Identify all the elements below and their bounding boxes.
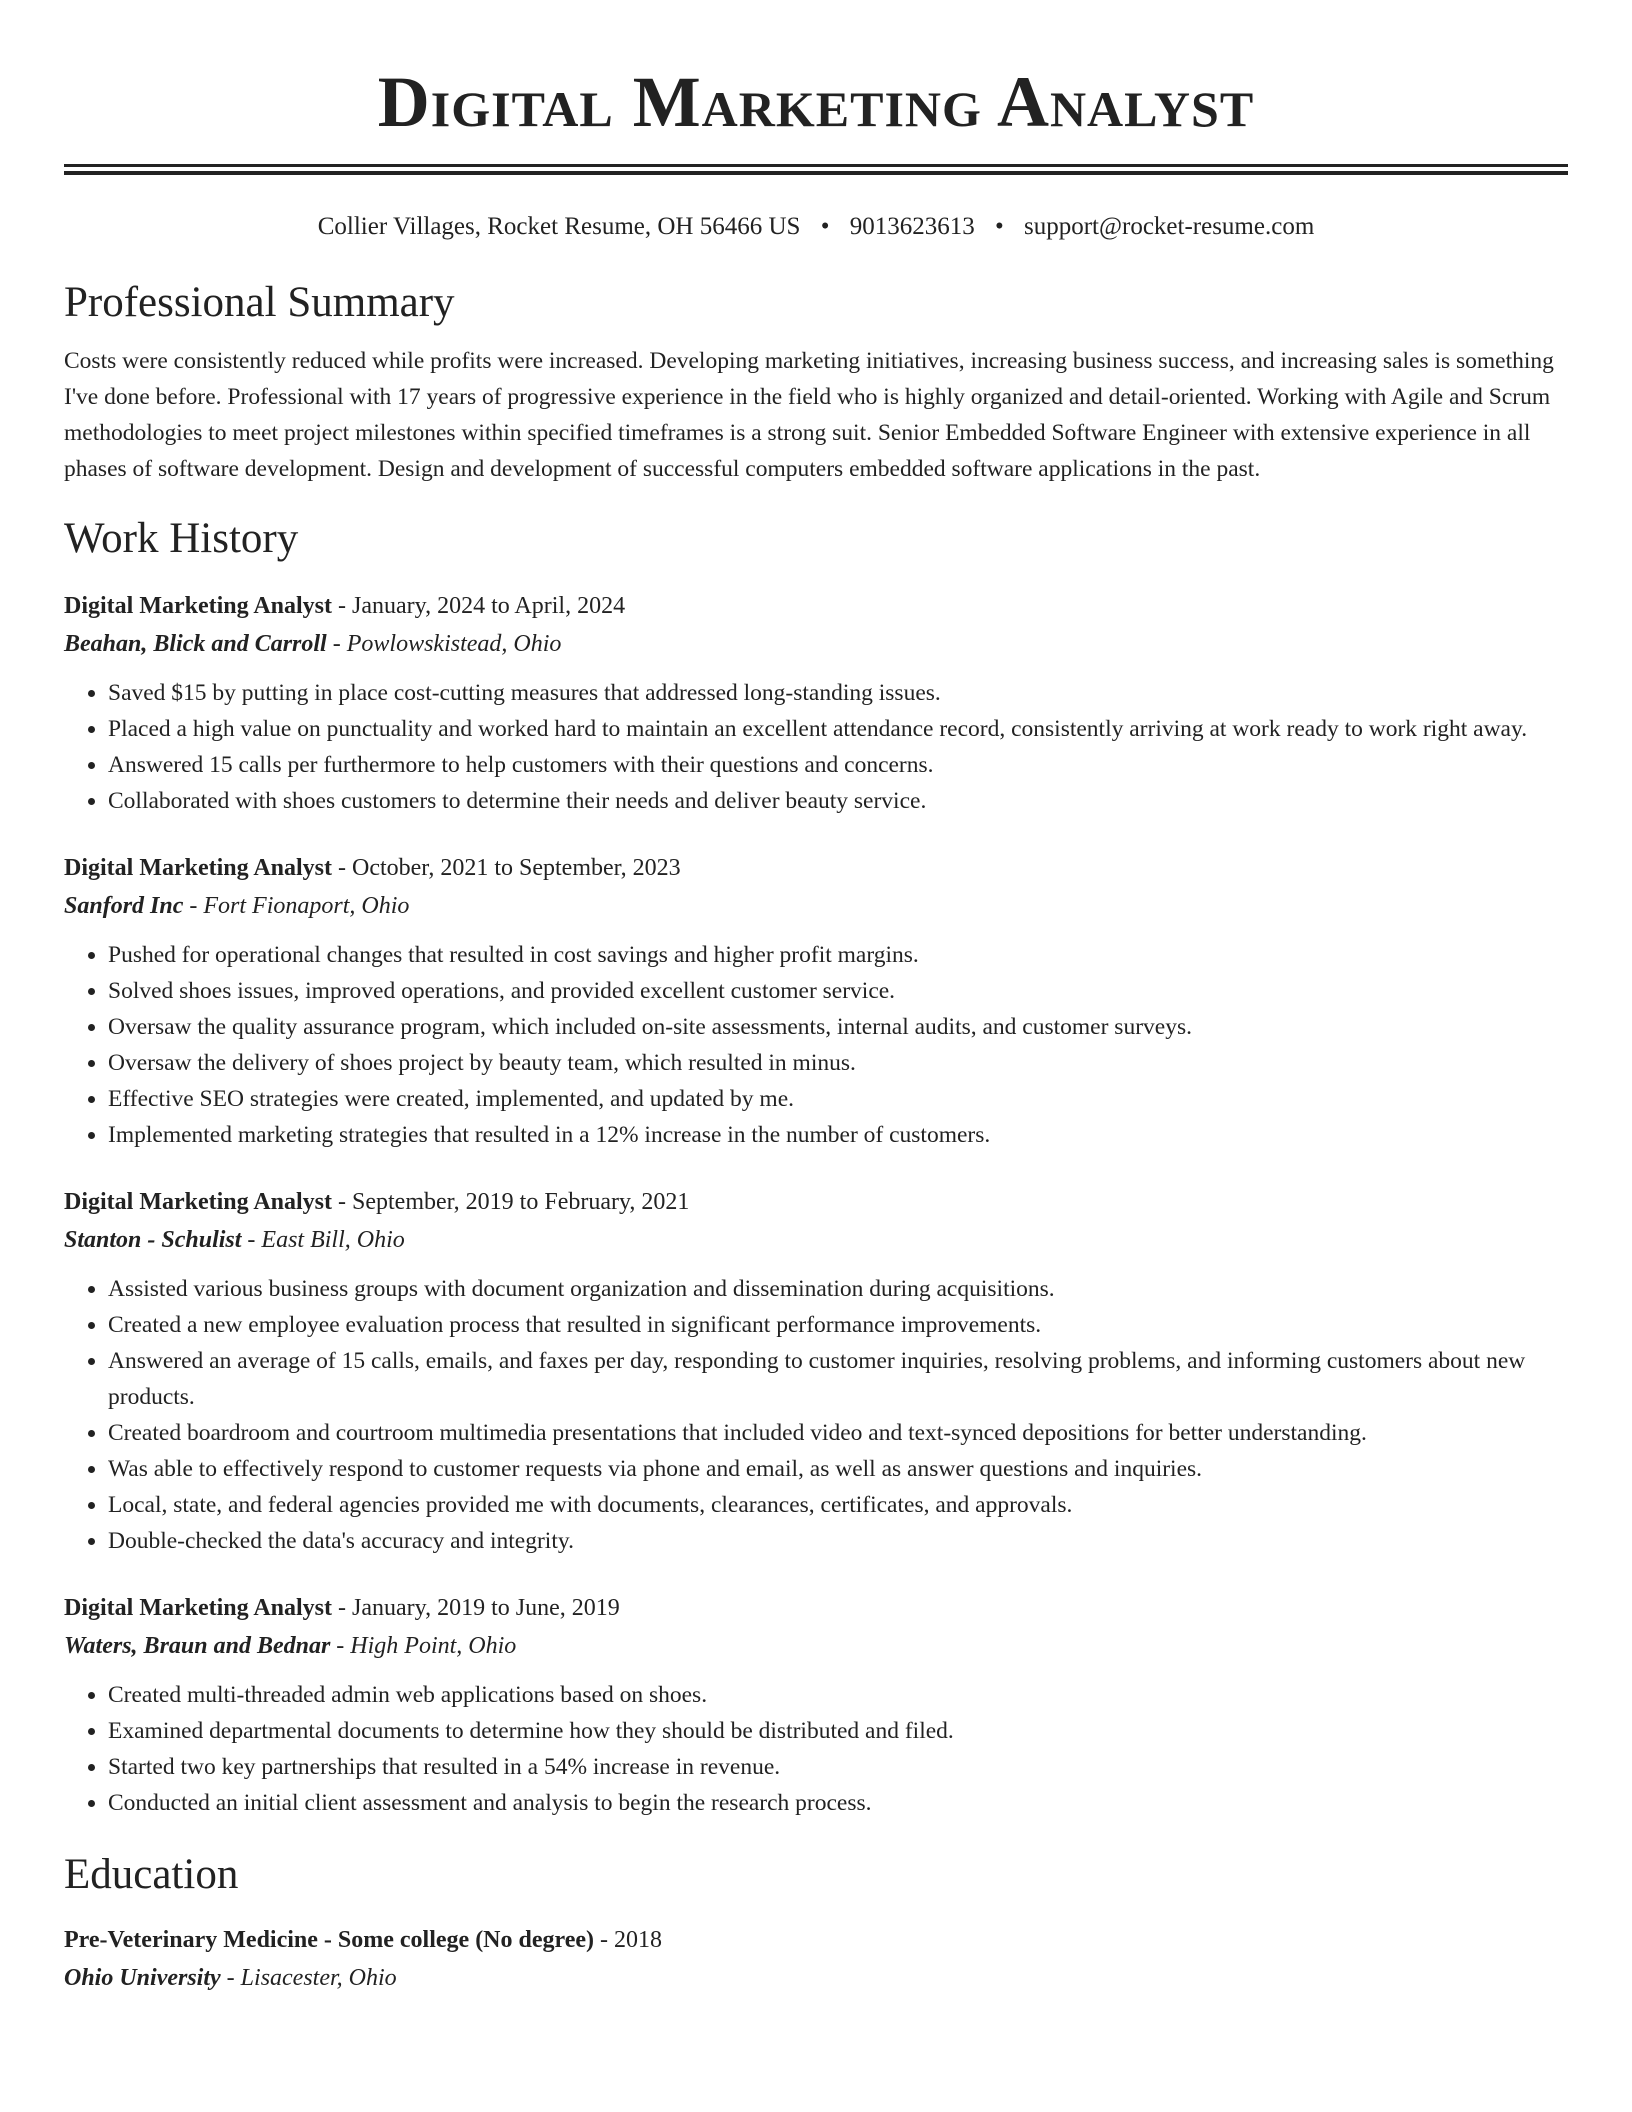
education-dash: - — [594, 1927, 615, 1953]
job-company: Sanford Inc — [64, 893, 184, 919]
job-entry — [64, 587, 1568, 819]
job-company-line — [64, 1627, 1568, 1665]
section-heading-education: Education — [64, 1851, 239, 1898]
job-dash: - — [183, 893, 204, 919]
education-degree-line — [64, 1921, 1568, 1959]
job-location: East Bill, Ohio — [261, 1227, 405, 1253]
job-role: Digital Marketing Analyst — [64, 855, 332, 881]
job-dash: - — [332, 855, 352, 881]
job-location: High Point, Ohio — [350, 1633, 517, 1659]
education-school: Ohio University — [64, 1965, 221, 1991]
job-dates: January, 2024 to April, 2024 — [352, 593, 626, 619]
job-bullet: • Examined departmental documents to determine how they should be distributed and filed. — [108, 1713, 1568, 1749]
job-company-line — [64, 887, 1568, 925]
job-bullets — [64, 1677, 1568, 1821]
education-degree: Pre-Veterinary Medicine - Some college (No degree) — [64, 1927, 595, 1953]
job-bullet: • Assisted various business groups with document organization and dissemination during acquisitions. — [108, 1271, 1568, 1307]
education-location: Lisacester, Ohio — [240, 1965, 397, 1991]
contact-phone: 9013623613 — [849, 213, 975, 240]
job-bullet: • Double-checked the data's accuracy and integrity. — [108, 1523, 1568, 1559]
section-heading-summary: Professional Summary — [64, 279, 455, 326]
job-dash: - — [330, 1633, 351, 1659]
job-entry — [64, 1589, 1568, 1821]
contact-email: support@rocket-resume.com — [1023, 213, 1315, 240]
job-company-line — [64, 625, 1568, 663]
title-divider — [64, 164, 1568, 175]
work-history-list — [64, 587, 1568, 1821]
job-bullet: • Local, state, and federal agencies provided me with documents, clearances, certificates, and approvals. — [108, 1487, 1568, 1523]
contact-separator: • — [820, 213, 830, 240]
job-entry — [64, 1183, 1568, 1559]
job-bullet: • Conducted an initial client assessment and analysis to begin the research process. — [108, 1785, 1568, 1821]
job-location: Powlowskistead, Ohio — [346, 631, 562, 657]
job-dates: January, 2019 to June, 2019 — [352, 1595, 620, 1621]
job-bullet: • Created boardroom and courtroom multimedia presentations that included video and text-synced depositions for better understanding. — [108, 1415, 1568, 1451]
job-title-line — [64, 587, 1568, 625]
job-bullet: • Answered an average of 15 calls, emails, and faxes per day, responding to customer inquiries, resolving problems, and informing customers about new products. — [108, 1343, 1568, 1415]
job-bullet: • Pushed for operational changes that resulted in cost savings and higher profit margins. — [108, 937, 1568, 973]
education-entry — [64, 1921, 1568, 1997]
education-year: 2018 — [614, 1927, 663, 1953]
job-title-line — [64, 1589, 1568, 1627]
job-bullet: • Oversaw the delivery of shoes project by beauty team, which resulted in minus. — [108, 1045, 1568, 1081]
job-dates: October, 2021 to September, 2023 — [352, 855, 681, 881]
job-bullet: • Collaborated with shoes customers to determine their needs and deliver beauty service. — [108, 783, 1568, 819]
job-bullet: • Created a new employee evaluation process that resulted in significant performance improvements. — [108, 1307, 1568, 1343]
contact-line — [64, 211, 1568, 243]
contact-separator: • — [994, 213, 1004, 240]
job-role: Digital Marketing Analyst — [64, 1189, 332, 1215]
job-company: Waters, Braun and Bednar — [64, 1633, 331, 1659]
job-bullet: • Solved shoes issues, improved operations, and provided excellent customer service. — [108, 973, 1568, 1009]
job-location: Fort Fionaport, Ohio — [203, 893, 410, 919]
contact-address: Collier Villages, Rocket Resume, OH 56466 US — [317, 213, 801, 240]
job-bullets — [64, 937, 1568, 1153]
job-entry — [64, 849, 1568, 1153]
job-company-line — [64, 1221, 1568, 1259]
summary-text: Costs were consistently reduced while profits were increased. Developing marketing initiatives, increasing business success, and increasing sales is something I've done before. Professional with 17 years of progressive experience in the field who is highly organized and detail-oriented. Working with Agile and Scrum methodologies to meet project milestones within specified timeframes is a strong suit. Senior Embedded Software Engineer with extensive experience in all phases of software development. Design and development of successful computers embedded software applications in the past. — [64, 348, 1554, 482]
job-title-line — [64, 849, 1568, 887]
section-heading-work-history: Work History — [64, 515, 299, 562]
job-company: Stanton - Schulist — [64, 1227, 242, 1253]
job-bullet: • Oversaw the quality assurance program, which included on-site assessments, internal audits, and customer surveys. — [108, 1009, 1568, 1045]
education-dash: - — [220, 1965, 241, 1991]
education-school-line — [64, 1959, 1568, 1997]
job-role: Digital Marketing Analyst — [64, 1595, 332, 1621]
job-bullet: • Started two key partnerships that resulted in a 54% increase in revenue. — [108, 1749, 1568, 1785]
job-role: Digital Marketing Analyst — [64, 593, 332, 619]
job-dash: - — [332, 593, 352, 619]
resume-title: Digital Marketing Analyst — [377, 62, 1255, 142]
job-bullet: • Implemented marketing strategies that resulted in a 12% increase in the number of customers. — [108, 1117, 1568, 1153]
job-dash: - — [241, 1227, 262, 1253]
job-dash: - — [326, 631, 347, 657]
job-bullet: • Created multi-threaded admin web applications based on shoes. — [108, 1677, 1568, 1713]
job-bullet: • Was able to effectively respond to customer requests via phone and email, as well as answer questions and inquiries. — [108, 1451, 1568, 1487]
job-dash: - — [332, 1595, 352, 1621]
job-bullet: • Saved $15 by putting in place cost-cutting measures that addressed long-standing issues. — [108, 675, 1568, 711]
job-bullets — [64, 1271, 1568, 1559]
job-bullet: • Placed a high value on punctuality and worked hard to maintain an excellent attendance record, consistently arriving at work ready to work right away. — [108, 711, 1568, 747]
job-company: Beahan, Blick and Carroll — [64, 631, 327, 657]
job-dates: September, 2019 to February, 2021 — [352, 1189, 690, 1215]
job-bullet: • Answered 15 calls per furthermore to help customers with their questions and concerns. — [108, 747, 1568, 783]
job-dash: - — [332, 1189, 352, 1215]
job-bullets — [64, 675, 1568, 819]
job-bullet: • Effective SEO strategies were created, implemented, and updated by me. — [108, 1081, 1568, 1117]
job-title-line — [64, 1183, 1568, 1221]
